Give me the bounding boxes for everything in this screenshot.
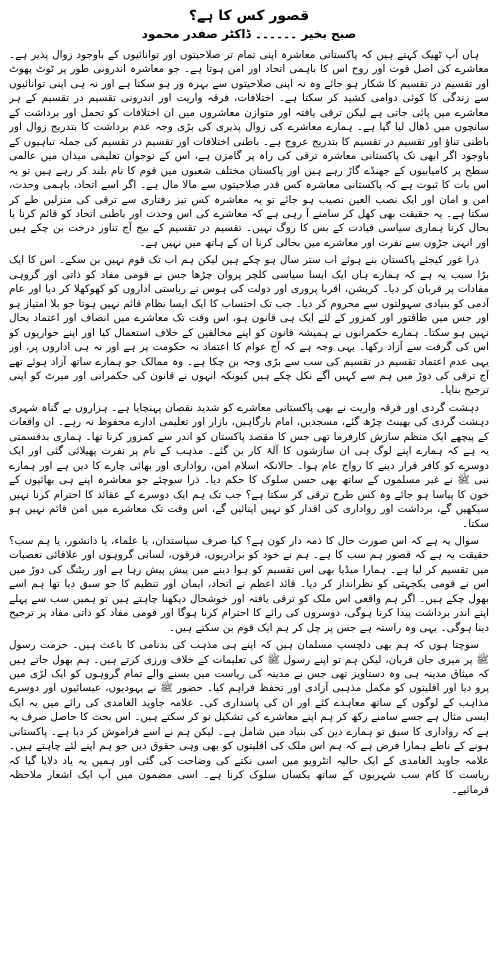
article-title: قصور کس کا ہے؟ [188,8,310,24]
paragraph: سوچتا ہوں کہ ہم بھی دلچسپ مسلمان ہیں کہ اپنے ہی مذہب کی بدنامی کا باعث ہیں۔ حرمت رسول ﷺ پر میری جان قربان، لیکن ہم تو اپنے رسول ﷺ کی تعلیمات کے خلاف ورزی کرتے ہیں۔ ہم بھول جاتے ہیں کہ میثاق مدینہ ہی وہ دستاویز تھی جس نے مدینہ کی ریاست میں بسنے والے تمام گروہوں کو ایک لڑی میں پرو دیا اور اقلیتوں کو مکمل مذہبی آزادی اور تحفظ فراہم کیا۔ حضور ﷺ نے یہودیوں، عیسائیوں اور دوسرے مذاہب کے لوگوں کے ساتھ معاہدے کئے اور ان کی پاسداری کی۔ علامہ جاوید الغامدی کی رائے میں یہ ایک ایسی مثال ہے جسے سامنے رکھ کر ہم اپنے معاشرے کی تشکیل نو کر سکتے ہیں۔ اس بحث کا حاصل صرف یہ ہے کہ رواداری کا سبق تو ہمارے دین کی بنیاد میں شامل ہے۔ لیکن ہم نے اسے فراموش کر دیا ہے۔ پاکستانی ہونے کے ناطے ہمارا فرض ہے کہ ہم اس ملک کی اقلیتوں کو بھی وہی حقوق دیں جو ہم اپنے لئے چاہتے ہیں۔ علامہ جاوید الغامدی کے ایک حالیہ انٹرویو میں اسی نکتے کی وضاحت کی گئی اور ہمیں یہ یاد دلایا گیا کہ ریاست کا کام سب شہریوں کے ساتھ یکساں سلوک کرنا ہے۔ اسی مضمون میں آپ ایک اشعار ملاحظہ فرمائیے۔ [9,639,489,796]
paragraph: دہشت گردی اور فرقہ واریت نے بھی پاکستانی معاشرے کو شدید نقصان پہنچایا ہے۔ ہزاروں بے گناہ شہری دہشت گردی کی بھینٹ چڑھ گئے، مسجدیں، امام بارگاہیں، بازار اور تعلیمی ادارے محفوظ نہ رہے۔ ان واقعات کے پیچھے ایک منظم سازش کارفرما تھی جس کا مقصد پاکستان کو اندر سے کمزور کرنا تھا۔ ہماری بدقسمتی یہ ہے کہ ہمارے اپنے لوگ ہی ان سازشوں کا آلۂ کار بن گئے۔ مذہب کے نام پر نفرت پھیلائی گئی اور ایک دوسرے کو کافر قرار دینے کا رواج عام ہوا۔ حالانکہ اسلام امن، رواداری اور بھائی چارے کا دین ہے اور ہمارے نبی ﷺ نے غیر مسلموں کے ساتھ بھی حسن سلوک کا حکم دیا۔ ذرا سوچئے جو معاشرہ اپنے ہی بھائیوں کے خون کا پیاسا ہو جائے وہ کس طرح ترقی کر سکتا ہے؟ جب تک ہم ایک دوسرے کے عقائد کا احترام کرنا نہیں سیکھیں گے، برداشت اور رواداری کی اقدار کو نہیں اپنائیں گے، اس وقت تک معاشرے میں امن قائم نہیں ہو سکتا۔ [9,401,489,530]
paragraph: ہاں آپ ٹھیک کہتے ہیں کہ پاکستانی معاشرہ اپنی تمام تر صلاحیتوں اور توانائیوں کے باوجود زوال پذیر ہے۔ معاشرے کی اصل قوت اور روح اس کا باہمی اتحاد اور امن ہوتا ہے۔ جو معاشرہ اندرونی طور پر ٹوٹ پھوٹ اور تقسیم در تقسیم کا شکار ہو جائے وہ نہ اپنی صلاحیتوں سے بہرہ ور ہو سکتا ہے اور نہ ہی اپنی توانائیوں سے زندگی کا کوئی دوامی کشید کر سکتا ہے۔ اختلافات، فرقہ واریت اور اندرونی تقسیم در تقسیم کے ہر معاشرے میں پائی جاتی ہے لیکن ترقی یافتہ اور متوازن معاشروں میں ان اختلافات کو تحمل اور برداشت کے سانچوں میں ڈھال لیا گیا ہے۔ ہمارے معاشرے کی زوال پذیری کی بڑی وجہ عدم برداشت کا بتدریج زوال اور باطنی تناؤ اور تقسیم در تقسیم کا بتدریج عروج ہے۔ باطنی اختلافات اور تقسیم در تقسیم کی جملہ تباہیوں کے باوجود اگر ابھی تک پاکستانی معاشرہ ترقی کی راہ پر گامزن ہے، اس کے نوجوان تعلیمی میدان میں عالمی سطح پر کامیابیوں کے جھنڈے گاڑ رہے ہیں اور پاکستان مختلف شعبوں میں قوم کا نام بلند کر رہے ہیں تو یہ اس بات کا ثبوت ہے کہ پاکستانی معاشرہ کس قدر صلاحیتوں سے مالا مال ہے۔ اگر اسے اتحاد، باہمی وحدت، امن و امان اور ایک نصب العین نصیب ہو جائے تو یہ معاشرہ کس تیز رفتاری سے ترقی کی منزلیں طے کر سکتا ہے۔ یہ حقیقت بھی کھل کر سامنے آ رہی ہے کہ معاشرے کی اس وحدت اور باطنی اتحاد کو قائم کرنا یا بحال کرنا ہماری سیاسی قیادت کے بس کا روگ نہیں۔ تقسیم در تقسیم کے بیج آج تناور درخت بن چکے ہیں اور انہی جڑوں سے نفرت اور معاشرے میں بحالی کرنا ان کے ہاتھ میں نہیں ہے۔ [9,49,489,249]
paragraph: سوال یہ ہے کہ اس صورت حال کا ذمہ دار کون ہے؟ کیا صرف سیاستدان، یا علماء، یا دانشور، یا ہم سب؟ حقیقت یہ ہے کہ قصور ہم سب کا ہے۔ ہم نے خود کو برادریوں، فرقوں، لسانی گروہوں اور علاقائی تعصبات میں تقسیم کر لیا ہے۔ ہمارا میڈیا بھی اس تقسیم کو ہوا دینے میں پیش پیش رہا ہے اور ریٹنگ کی دوڑ میں اس نے قومی یکجہتی کو نظرانداز کر دیا۔ قائد اعظم نے اتحاد، ایمان اور تنظیم کا جو سبق دیا تھا ہم اسے بھول چکے ہیں۔ اگر ہم واقعی اس ملک کو ترقی یافتہ اور خوشحال دیکھنا چاہتے ہیں تو ہمیں سب سے پہلے اپنے اندر برداشت پیدا کرنا ہوگی، دوسروں کی رائے کا احترام کرنا ہوگا اور قومی مفاد کو ذاتی مفاد پر ترجیح دینا ہوگی۔ یہی وہ راستہ ہے جس پر چل کر ہم ایک قوم بن سکتے ہیں۔ [9,534,489,634]
paragraph: ذرا غور کیجئے پاکستان بنے ہوئے اب ستر سال ہو چکے ہیں لیکن ہم اب تک قوم نہیں بن سکے۔ اس کا ایک بڑا سبب یہ ہے کہ ہمارے ہاں ایک ایسا سیاسی کلچر پروان چڑھا جس نے قومی مفاد کو ذاتی اور گروہی مفادات پر قربان کر دیا۔ کرپشن، اقربا پروری اور دولت کی ہوس نے ریاستی اداروں کو کھوکھلا کر دیا اور عام آدمی کو بنیادی سہولتوں سے محروم کر دیا۔ جب تک احتساب کا ایک ایسا نظام قائم نہیں ہوتا جو بلا امتیاز ہو اور جس میں طاقتور اور کمزور کے لئے ایک ہی قانون ہو، اس وقت تک معاشرے میں انصاف اور اعتماد بحال نہیں ہو سکتا۔ ہمارے حکمرانوں نے ہمیشہ قانون کو اپنے مخالفین کے خلاف استعمال کیا اور اپنے حواریوں کو اس کی گرفت سے آزاد رکھا۔ یہی وجہ ہے کہ آج عوام کا اعتماد نہ حکومت پر ہے اور نہ ہی اداروں پر، اور یہی عدم اعتماد تقسیم در تقسیم کی سب سے بڑی وجہ بن چکا ہے۔ وہ ممالک جو ہمارے ساتھ آزاد ہوئے تھے آج ترقی کی دوڑ میں ہم سے کہیں آگے نکل چکے ہیں کیونکہ انہوں نے قانون کی حکمرانی اور میرٹ کو اپنی ترجیح بنایا۔ [9,254,489,397]
article-body [9,48,489,797]
article-byline: صبح بخیر ۔۔۔۔۔۔ ڈاکٹر صفدر محمود [141,27,357,41]
